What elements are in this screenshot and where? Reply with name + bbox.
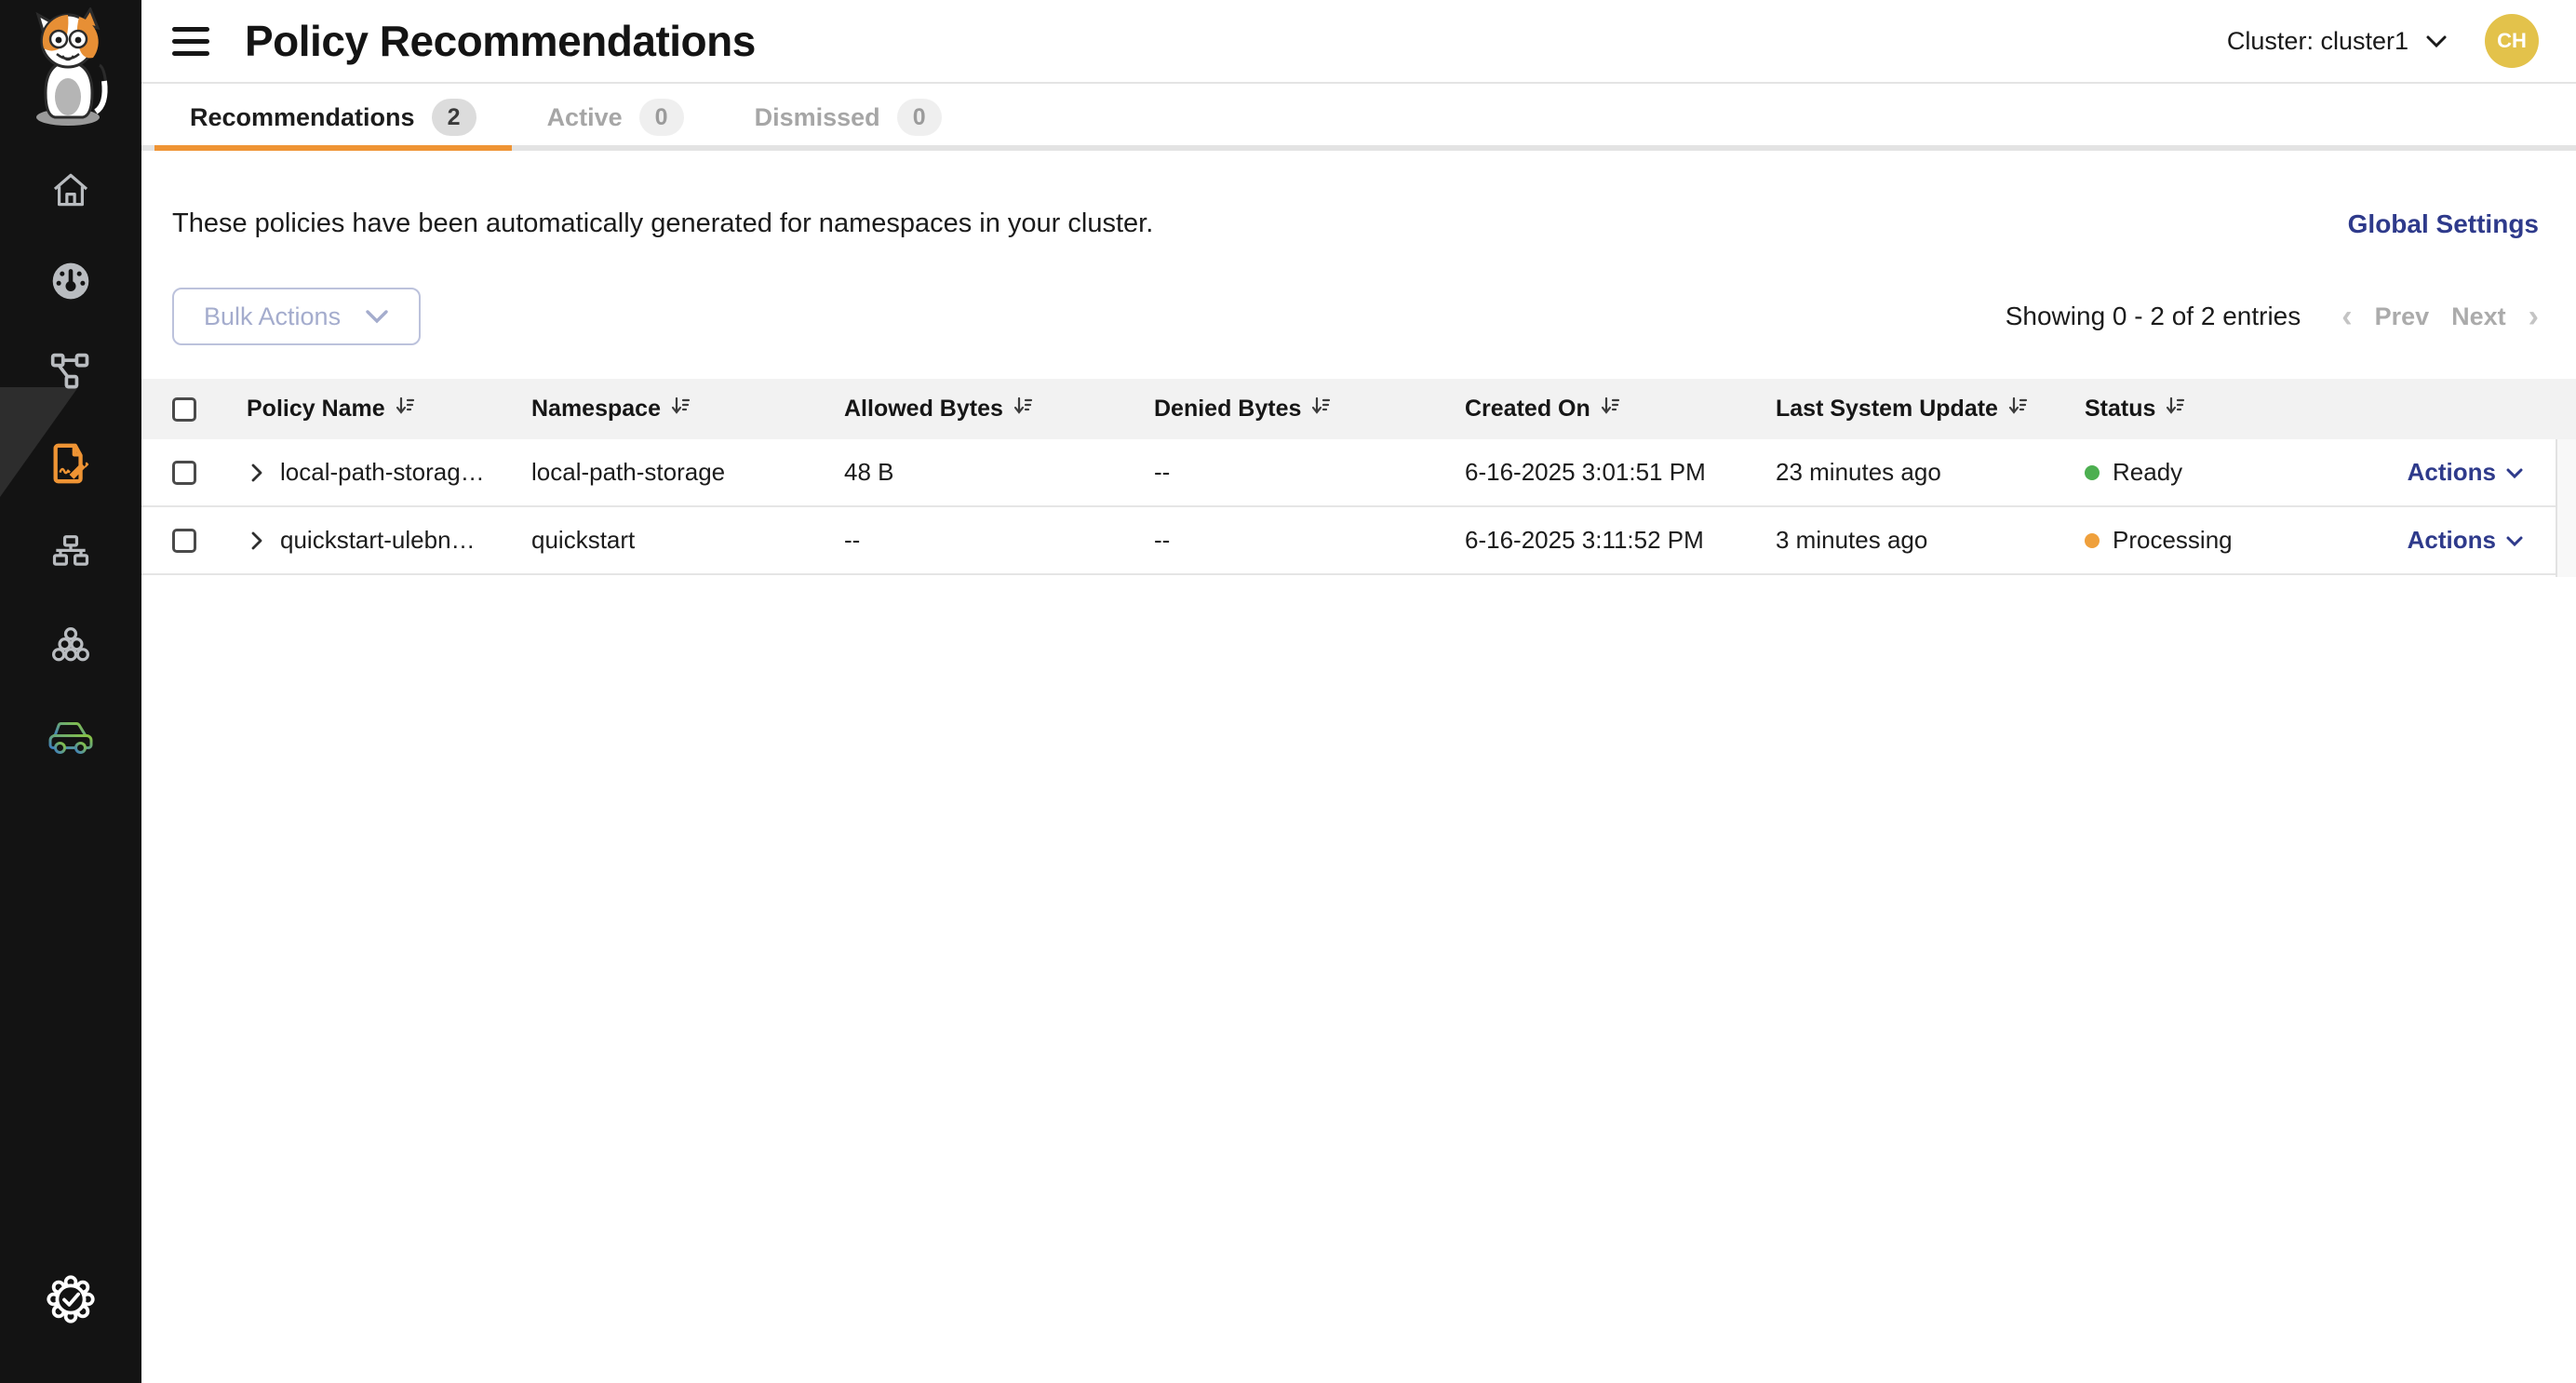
- chevron-down-icon: [2505, 526, 2524, 555]
- row-checkbox[interactable]: [172, 461, 196, 485]
- tab-dismissed[interactable]: [719, 84, 977, 151]
- sitemap-icon: [49, 533, 92, 581]
- chevron-down-icon: [2425, 27, 2448, 56]
- sidebar-item-policy-recommendations[interactable]: [48, 443, 93, 488]
- chevron-right-expand-icon[interactable]: [247, 529, 267, 553]
- sidebar-item-network[interactable]: [48, 352, 93, 396]
- network-nodes-icon: [49, 351, 92, 398]
- status-dot: [2085, 533, 2100, 548]
- tab-count-badge: 2: [432, 99, 476, 136]
- gauge-icon: [49, 260, 92, 307]
- tab-count-badge: 0: [639, 99, 684, 136]
- sidebar-item-dashboard[interactable]: [48, 261, 93, 305]
- table-row: [141, 507, 2576, 575]
- hamburger-menu-icon[interactable]: [172, 27, 209, 56]
- tab-bar: [141, 84, 2576, 151]
- tab-label: Dismissed: [754, 102, 880, 131]
- sort-icon: [1013, 396, 1033, 423]
- column-header-allowed-bytes[interactable]: Allowed Bytes: [844, 396, 1154, 423]
- sort-icon: [1600, 396, 1620, 423]
- status-label: Ready: [2113, 458, 2183, 486]
- column-header-status[interactable]: Status: [2085, 396, 2373, 423]
- policy-edit-icon: [48, 441, 93, 490]
- allowed-bytes-cell: --: [844, 526, 861, 554]
- cluster-selector-label: Cluster: cluster1: [2226, 26, 2408, 55]
- sort-icon: [1310, 396, 1331, 423]
- policy-name-cell: quickstart-ulebn…: [280, 526, 476, 554]
- cluster-selector[interactable]: [2227, 27, 2448, 56]
- sort-icon: [395, 396, 415, 423]
- created-on-cell: 6-16-2025 3:11:52 PM: [1465, 526, 1704, 554]
- denied-bytes-cell: --: [1154, 458, 1171, 486]
- tab-label: Active: [546, 102, 623, 131]
- row-checkbox[interactable]: [172, 529, 196, 553]
- last-system-update-cell: 3 minutes ago: [1776, 526, 1928, 554]
- column-header-denied-bytes[interactable]: Denied Bytes: [1154, 396, 1465, 423]
- sidebar-item-verify[interactable]: [46, 1274, 96, 1329]
- prev-page-button[interactable]: Prev: [2374, 302, 2430, 330]
- chevron-down-icon: [365, 302, 389, 331]
- chevron-left-icon[interactable]: ‹: [2341, 299, 2353, 334]
- user-avatar[interactable]: [2485, 14, 2539, 68]
- denied-bytes-cell: --: [1154, 526, 1171, 554]
- bulk-actions-label: Bulk Actions: [204, 302, 342, 330]
- tab-label: Recommendations: [190, 102, 415, 131]
- allowed-bytes-cell: 48 B: [844, 458, 894, 486]
- status-label: Processing: [2113, 526, 2233, 554]
- global-settings-link[interactable]: Global Settings: [2347, 208, 2539, 238]
- tab-active[interactable]: [512, 84, 719, 151]
- column-header-policy-name[interactable]: Policy Name: [247, 396, 531, 423]
- chevron-right-icon[interactable]: ›: [2528, 299, 2539, 334]
- select-all-checkbox[interactable]: [172, 397, 196, 422]
- sidebar-item-sitemap[interactable]: [48, 534, 93, 579]
- column-header-namespace[interactable]: Namespace: [531, 396, 844, 423]
- badge-check-icon: [46, 1312, 96, 1328]
- table-scrollbar-track[interactable]: [2556, 439, 2576, 577]
- home-icon: [49, 168, 92, 216]
- avatar-initials: CH: [2497, 29, 2527, 52]
- sidebar-nav: [0, 169, 141, 761]
- car-icon: [47, 716, 94, 763]
- column-header-last-system-update[interactable]: Last System Update: [1776, 396, 2085, 423]
- status-cell: [2085, 458, 2373, 487]
- created-on-cell: 6-16-2025 3:01:51 PM: [1465, 458, 1706, 486]
- row-actions-button[interactable]: Actions: [2408, 458, 2524, 487]
- sort-icon: [670, 396, 691, 423]
- pagination: [2006, 301, 2539, 332]
- tab-recommendations[interactable]: [154, 84, 512, 151]
- status-dot: [2085, 465, 2100, 480]
- sidebar-item-home[interactable]: [48, 169, 93, 214]
- namespace-cell: local-path-storage: [531, 458, 726, 486]
- recommendations-table: [141, 379, 2576, 575]
- sort-icon: [2165, 396, 2185, 423]
- chevron-down-icon: [2505, 458, 2524, 487]
- table-header-row: [141, 379, 2576, 439]
- next-page-button[interactable]: Next: [2451, 302, 2506, 330]
- status-cell: [2085, 526, 2373, 555]
- cluster-circles-icon: [49, 624, 92, 672]
- tab-count-badge: 0: [897, 99, 942, 136]
- policy-name-cell: local-path-storag…: [280, 458, 485, 486]
- pagination-summary: Showing 0 - 2 of 2 entries: [2005, 302, 2301, 330]
- chevron-right-expand-icon[interactable]: [247, 461, 267, 485]
- table-row: [141, 439, 2576, 507]
- sidebar: [0, 0, 141, 1383]
- calico-cat-logo-icon: [20, 7, 122, 133]
- last-system-update-cell: 23 minutes ago: [1776, 458, 1941, 486]
- sidebar-item-cluster[interactable]: [48, 625, 93, 670]
- main-area: [141, 0, 2576, 1383]
- row-actions-button[interactable]: Actions: [2408, 526, 2524, 555]
- namespace-cell: quickstart: [531, 526, 636, 554]
- page-description: These policies have been automatically generated for namespaces in your cluster.: [172, 208, 1154, 238]
- sort-icon: [2007, 396, 2028, 423]
- column-header-created-on[interactable]: Created On: [1465, 396, 1776, 423]
- bulk-actions-button[interactable]: [172, 288, 421, 345]
- sidebar-item-car[interactable]: [48, 717, 93, 761]
- page-title: Policy Recommendations: [245, 17, 756, 65]
- topbar: [141, 0, 2576, 84]
